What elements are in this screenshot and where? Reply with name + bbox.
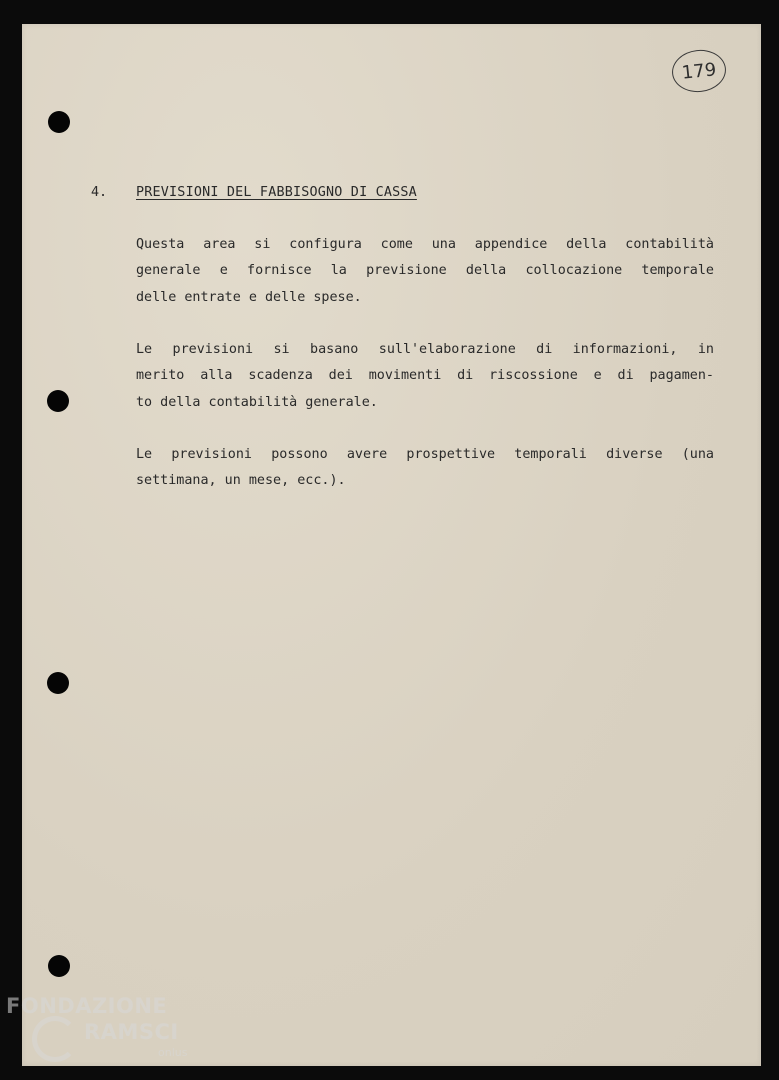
binder-hole (47, 390, 69, 412)
document-page (22, 24, 761, 1066)
paragraph-line: generale e fornisce la previsione della collocazione temporale (136, 263, 714, 279)
watermark-logo (6, 994, 196, 1074)
g-logo-icon (32, 1016, 78, 1062)
paragraph-3 (136, 442, 714, 495)
paragraph-2 (136, 337, 714, 416)
binder-hole (47, 672, 69, 694)
paragraph-line: Le previsioni possono avere prospettive temporali diverse (una (136, 447, 714, 462)
section-number: 4. (91, 185, 108, 200)
binder-hole (48, 955, 70, 977)
paragraph-line: Questa area si configura come una appendice della contabilità (136, 237, 714, 252)
watermark-line1: FONDAZIONE (6, 994, 168, 1018)
paragraph-line: Le previsioni si basano sull'elaborazione di informazioni, in (136, 342, 714, 357)
binder-hole (48, 111, 70, 133)
section-title: PREVISIONI DEL FABBISOGNO DI CASSA (136, 185, 417, 200)
watermark-line2: RAMSCI (84, 1020, 179, 1044)
paragraph-line: settimana, un mese, ecc.). (136, 473, 346, 489)
paragraph-line: delle entrate e delle spese. (136, 289, 362, 305)
paragraph-line: merito alla scadenza dei movimenti di riscossione e di pagamen- (136, 368, 714, 384)
paragraph-1 (136, 232, 714, 311)
watermark-line3: onlus (158, 1046, 188, 1059)
paragraph-line: to della contabilità generale. (136, 394, 378, 410)
page-number-circled: 179 (670, 47, 728, 94)
